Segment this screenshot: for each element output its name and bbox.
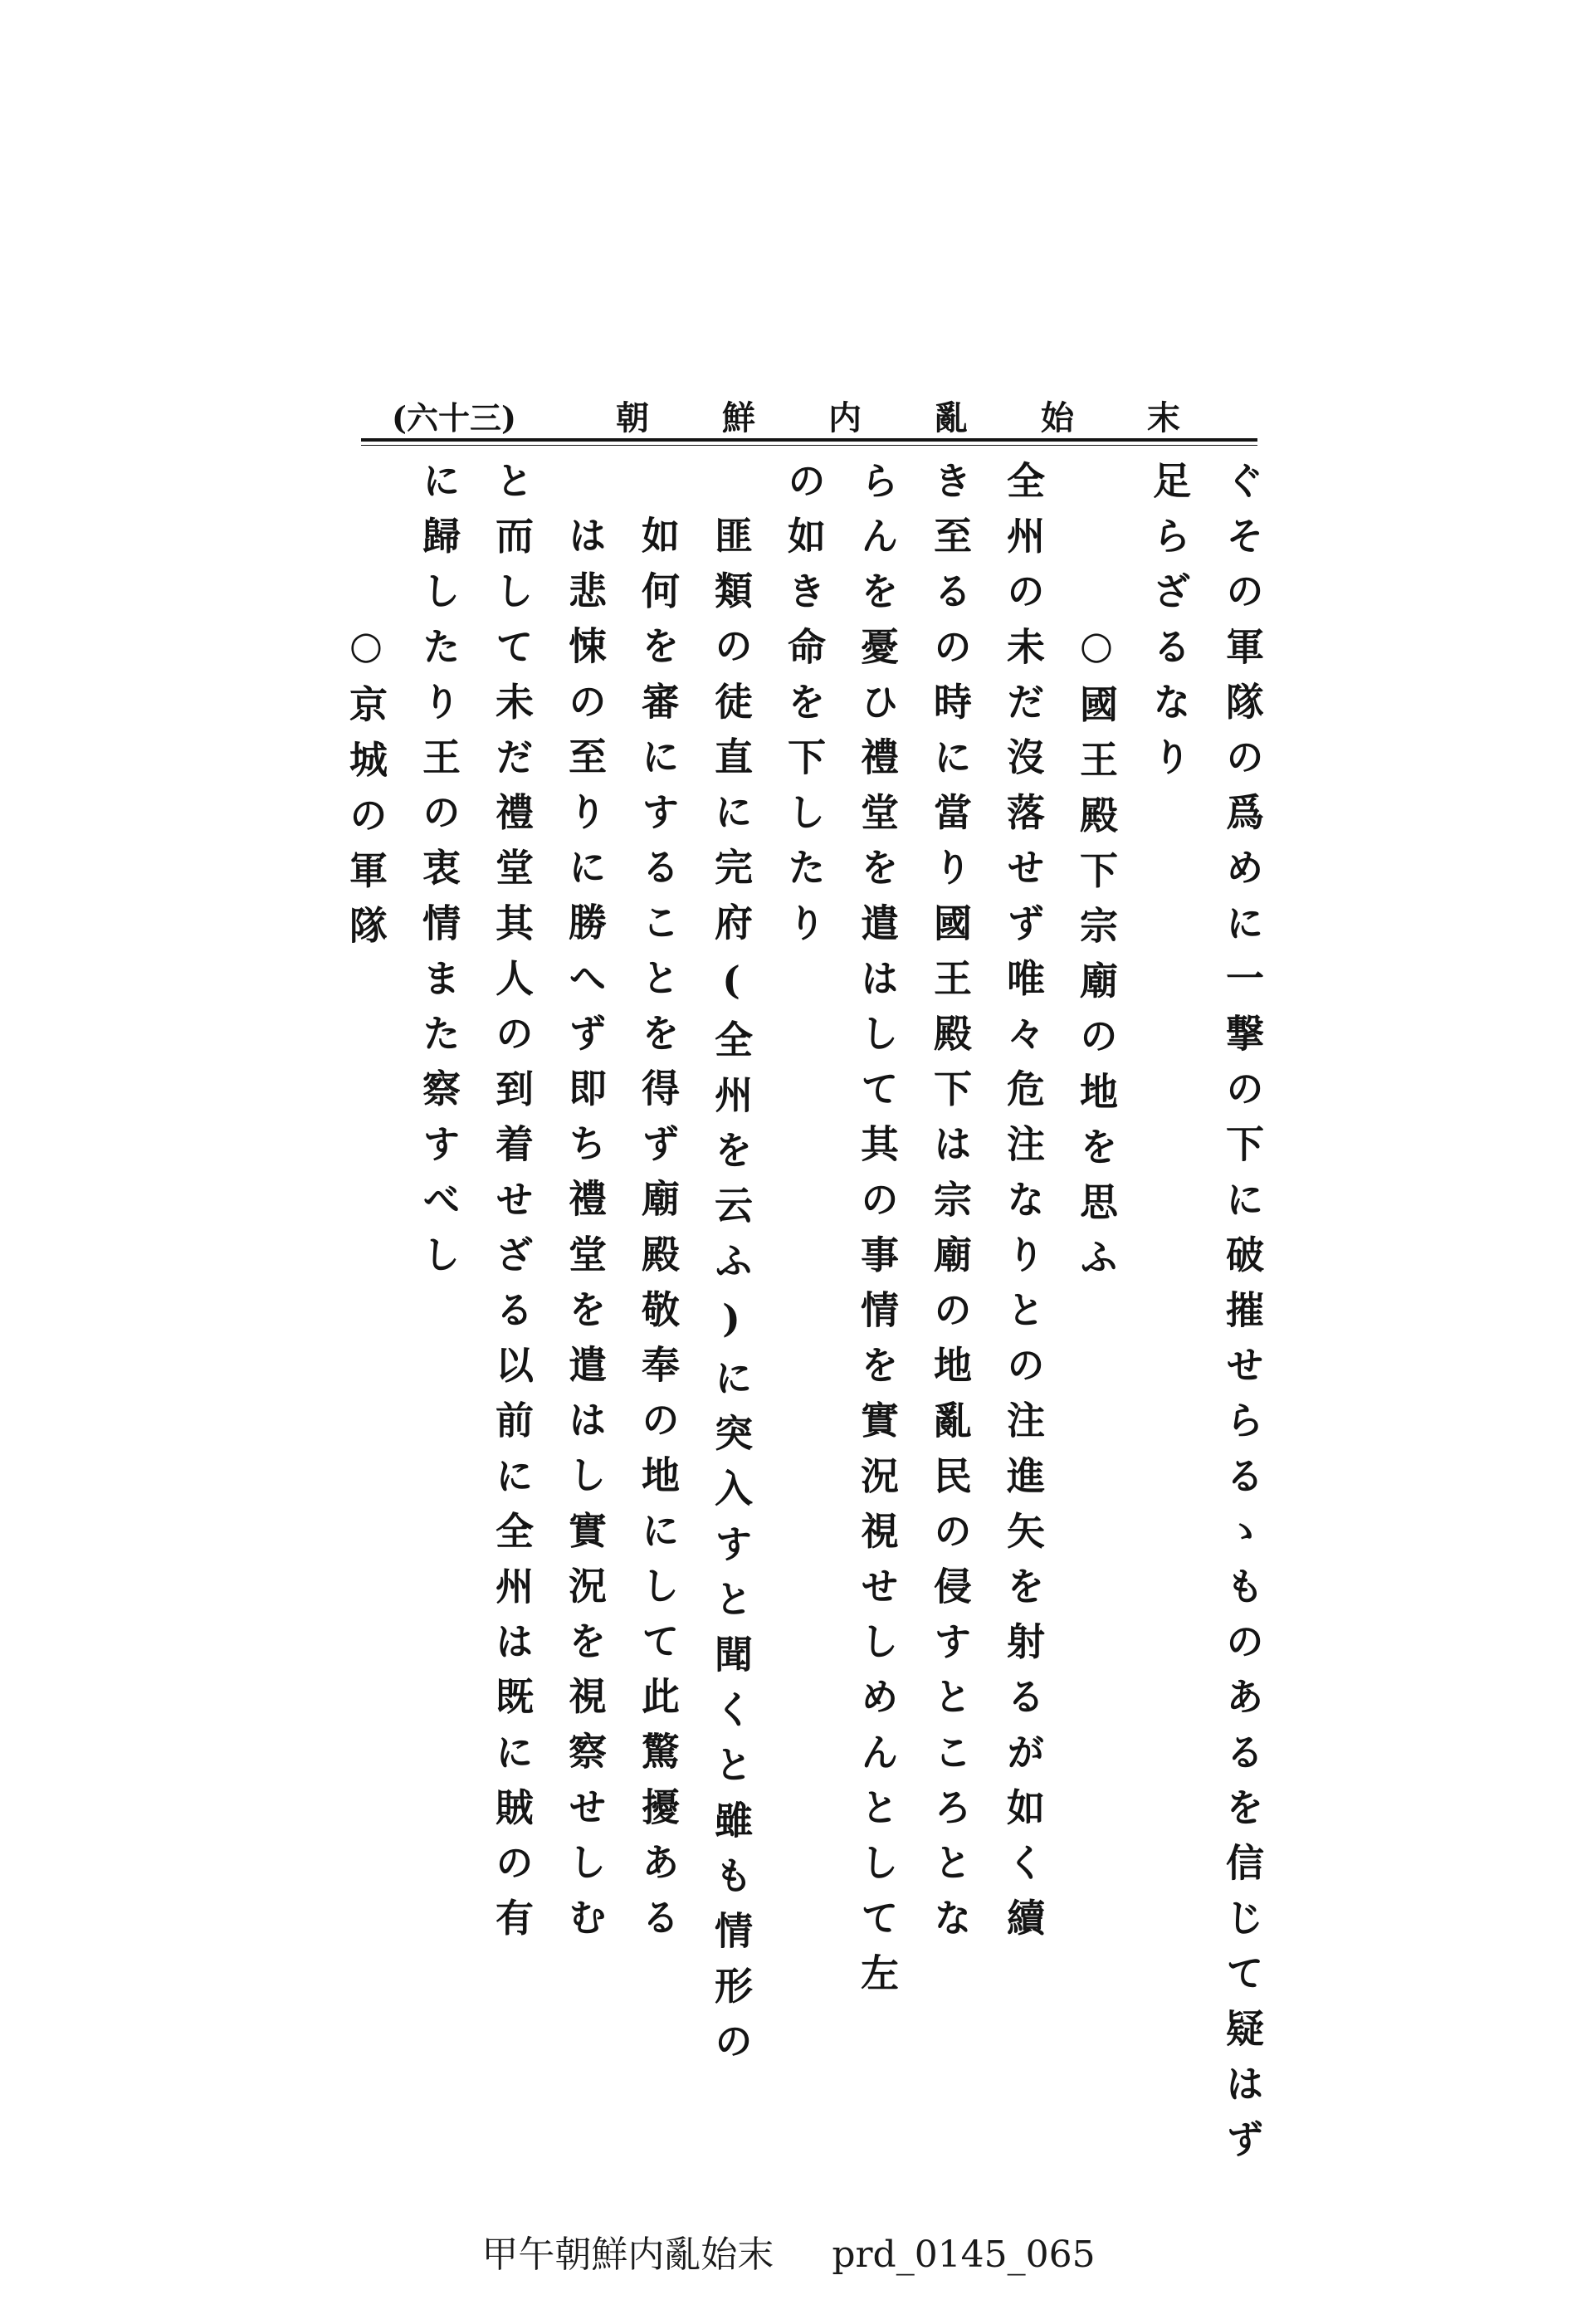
page-id: prd_0145_065 xyxy=(832,2234,1096,2276)
quoted-column: は悲悚の至りに勝へず即ち禮堂を遣はし實況を視察せしむ xyxy=(563,515,608,1953)
text-column: 全州の未だ沒落せず唯々危注なりとの注進矢を射るが如く續 xyxy=(1001,461,1046,1954)
quoted-column: 匪類の徒直に完府(全州を云ふ)に突入すと聞くと雖も情形の xyxy=(709,515,754,2077)
running-header xyxy=(365,390,1253,440)
section-heading: ○國王殿下宗廟の地を思ふ xyxy=(1074,622,1119,1293)
text-column: らんを憂ひ禮堂を遣はして其の事情を實況視せしめんとして左 xyxy=(855,461,900,2009)
text-column: ぐその軍隊の爲めに一撃の下に破摧せらるゝものあるを信じて疑はず xyxy=(1220,461,1265,2175)
header-rule xyxy=(361,438,1257,442)
book-title: 朝鮮内亂始末 xyxy=(616,398,1253,437)
page-number: (六十三) xyxy=(392,398,516,437)
text-column: の如き命を下したり xyxy=(782,461,827,959)
header-rule-thin xyxy=(361,445,1257,446)
text-column: 足らざるなり xyxy=(1147,461,1192,793)
collection-title: 甲午朝鮮内亂始末 xyxy=(481,2234,774,2276)
section-heading: ○京城の軍隊 xyxy=(344,622,388,961)
text-column: に歸したり王の衷情また察すべし xyxy=(417,461,461,1290)
text-column: と而して未だ禮堂其人の到着せざる以前に全州は既に賊の有 xyxy=(490,461,535,1954)
text-column: き至るの時に當り國王殿下は宗廟の地亂民の侵すところとな xyxy=(928,461,973,1954)
footer xyxy=(0,2224,1577,2278)
quoted-column: 如何を審にすることを得ず廟殿敬奉の地にして此驚擾ある xyxy=(636,515,681,1953)
body-text xyxy=(332,461,1265,2175)
